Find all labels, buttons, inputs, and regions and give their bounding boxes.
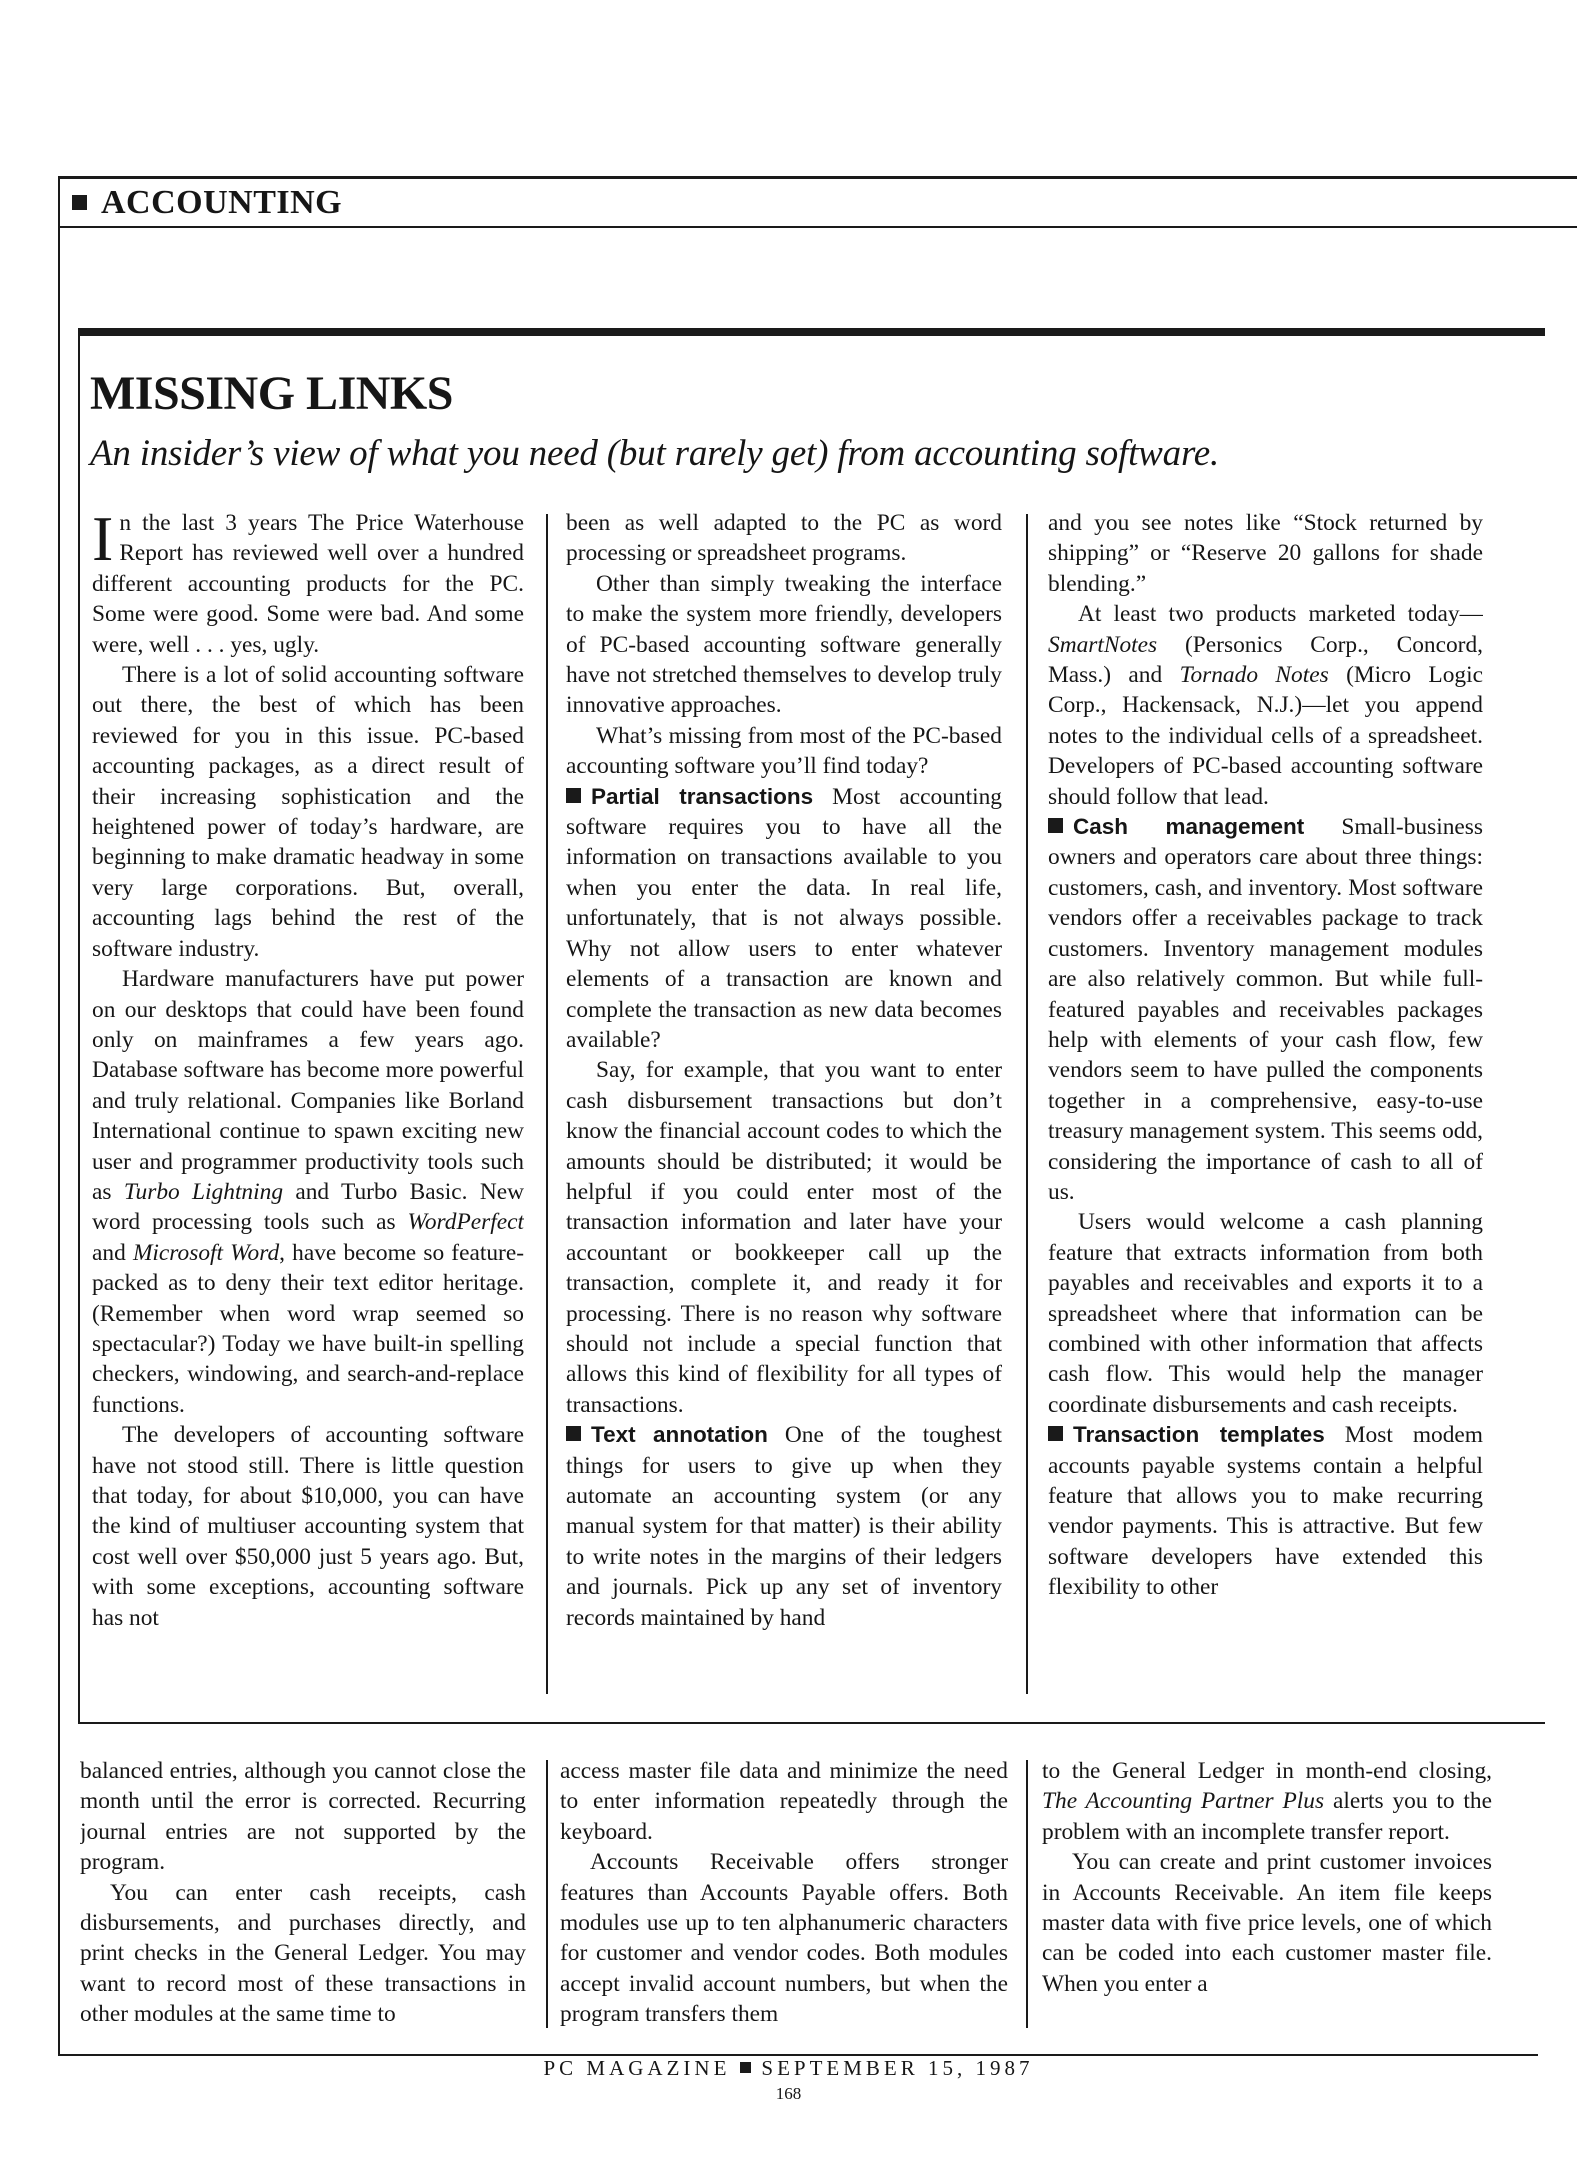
paragraph-text: Most modem accounts payable systems contain a helpful feature that allows you to make recurring vendor payments. This is attractive. But few software developers have extended this flexibility to other [1048,1422,1483,1601]
magazine-name: PC MAGAZINE [543,2056,731,2080]
paragraph [92,508,524,660]
paragraph: You can create and print customer invoices in Accounts Receivable. An item file keeps master data with five price levels, one of which can be coded into each customer master file. When you enter a [1042,1849,1492,1997]
paragraph: The developers of accounting software have not stood still. There is little question that today, for about $10,000, you can have the kind of multiuser accounting system that cost well over $50,000 just 5 years ago. But, with some exceptions, accounting software has not [92,1422,524,1631]
paragraph-text: (Micro Logic Corp., Hackensack, N.J.)—let you append notes to the individual cells of a spreadsheet. Developers of PC-based accounting software should follow that lead. [1048,662,1483,810]
section-label-text: ACCOUNTING [101,184,343,221]
square-bullet-icon [72,195,87,210]
product-name: Microsoft Word [132,1239,280,1266]
square-bullet-icon [1048,1426,1063,1441]
page-footer [0,2056,1577,2081]
lower-column-1 [80,1756,526,2038]
product-name: Tornado Notes [1179,662,1329,689]
paragraph-text: to the General Ledger in month-end closing, [1042,1758,1492,1784]
page-left-border [58,176,60,2056]
product-name: The Accounting Partner Plus [1042,1788,1325,1815]
paragraph: Accounts Receivable offers stronger features than Accounts Payable offers. Both modules use up to ten alphanumeric characters for customer and vendor codes. Both modules accept invalid account numbers, but when the program transfers them [560,1849,1008,2028]
square-bullet-icon [566,1426,581,1441]
column-divider [546,514,548,1694]
paragraph: Users would welcome a cash planning feature that extracts information from both payables and receivables and exports it to a spreadsheet where that information can be combined with other information that affects cash flow. This would help the manager coordinate disbursements and cash receipts. [1048,1209,1483,1418]
paragraph [1048,599,1483,812]
paragraph-text: Small-business owners and operators care about three things: customers, cash, and inventory. Most software vendors offer a receivables package to track customers. Inventory management modules are also relatively common. But while full-featured payables and receivables packages help with elements of your cash flow, few vendors seem to have pulled the components together in a comprehensive, easy-to-use treasury management system. This seems odd, considering the importance of cash to all of us. [1048,814,1483,1205]
paragraph [1048,1420,1483,1602]
paragraph: and you see notes like “Stock returned by shipping” or “Reserve 20 gallons for shade blending.” [1048,510,1483,597]
lower-column-3 [1042,1756,1492,2038]
paragraph-text: and Turbo Basic. New word processing tools such as [92,1178,524,1236]
box-top-thick-rule [78,328,1545,336]
paragraph: What’s missing from most of the PC-based accounting software you’ll find today? [566,722,1002,780]
subhead: Cash management [1073,814,1305,840]
paragraph-text: (Personics Corp., Concord, Mass.) and [1048,631,1483,689]
drop-cap: I [92,508,114,574]
issue-date: SEPTEMBER 15, 1987 [761,2056,1034,2080]
paragraph: Other than simply tweaking the interface to make the system more friendly, developers of PC-based accounting software generally have not stretched themselves to develop truly innovative approaches. [566,570,1002,719]
paragraph [92,964,524,1420]
paragraph: Say, for example, that you want to enter cash disbursement transactions but don’t know the financial account codes to which the amounts should be distributed; it would be helpful if you could enter most of the transaction information and later have your accountant or bookkeeper call up the transaction, complete it, and ready it for processing. There is no reason why software should not include a special function that allows this kind of flexibility for all types of transactions. [566,1057,1002,1418]
top-rule [58,176,1577,179]
section-label [72,184,342,222]
paragraph-text: Most accounting software requires you to have all the information on transactions available to you when you enter the data. In real life, unfortunately, that is not always possible. Why not allow users to enter whatever elements of a transaction are known and complete the transaction as new data becomes available? [566,783,1002,1053]
box-bottom-rule [78,1722,1545,1724]
column-divider [546,1760,548,2028]
article-deck: An insider’s view of what you need (but rarely get) from accounting software. [90,433,1220,474]
paragraph-text: n the last 3 years The Price Waterhouse Report has reviewed well over a hundred different accounting products for the PC. Some were good. Some were bad. And some were, well . . . yes, ugly. [92,510,524,658]
paragraph: access master file data and minimize the need to enter information repeatedly through the keyboard. [560,1758,1008,1845]
paragraph: You can enter cash receipts, cash disbursements, and purchases directly, and print checks in the General Ledger. You may want to record most of these transactions in other modules at the same time to [80,1879,526,2028]
product-name: Turbo Lightning [123,1178,284,1205]
paragraph [566,782,1002,1056]
lower-column-2 [560,1756,1008,2038]
page-number: 168 [775,2084,802,2103]
subhead: Partial transactions [591,783,814,809]
square-bullet-icon [740,2062,751,2073]
paragraph-text: At least two products marketed today— [1078,601,1483,628]
paragraph: balanced entries, although you cannot close the month until the error is corrected. Recurring journal entries are not supported by the program. [80,1758,526,1876]
paragraph-text: , have become so feature-packed as to deny their text editor heritage. (Remember when word wrap seemed so spectacular?) Today we have built-in spelling checkers, windowing, and search-and-replace functions. [92,1239,524,1418]
article-column-3 [1048,508,1483,1698]
paragraph: There is a lot of solid accounting software out there, the best of which has been reviewed for you in this issue. PC-based accounting packages, as a direct result of their increasing sophistication and the heightened power of today’s hardware, are beginning to make dramatic headway in some very large corporations. But, overall, accounting lags behind the rest of the software industry. [92,662,524,962]
column-divider [1026,514,1028,1694]
subhead: Transaction templates [1073,1422,1325,1448]
product-name: SmartNotes [1048,631,1158,658]
column-divider [1026,1760,1028,2028]
paragraph: been as well adapted to the PC as word processing or spreadsheet programs. [566,510,1002,567]
paragraph [566,1420,1002,1633]
subhead: Text annotation [591,1422,768,1448]
paragraph-text: Hardware manufacturers have put power on our desktops that could have been found only on mainframes a few years ago. Database software has become more powerful and truly relational. Companies like Borland International continue to spawn exciting new user and programmer productivity tools such as [92,966,524,1205]
square-bullet-icon [566,788,581,803]
article-title: MISSING LINKS [90,367,453,420]
paragraph-text: and [92,1239,133,1266]
article-column-2 [566,508,1002,1698]
paragraph-text: One of the toughest things for users to give up when they automate an accounting system (or any manual system for that matter) is their ability to write notes in the margins of their ledgers and journals. Pick up any set of inventory records maintained by hand [566,1422,1002,1631]
article-column-1 [92,508,524,1698]
box-left-border [78,328,80,1724]
paragraph [1042,1756,1492,1847]
paragraph [1048,812,1483,1207]
section-rule [58,226,1577,228]
paragraph-text: alerts you to the problem with an incomplete transfer report. [1042,1788,1492,1845]
product-name: WordPerfect [407,1209,524,1236]
square-bullet-icon [1048,818,1063,833]
